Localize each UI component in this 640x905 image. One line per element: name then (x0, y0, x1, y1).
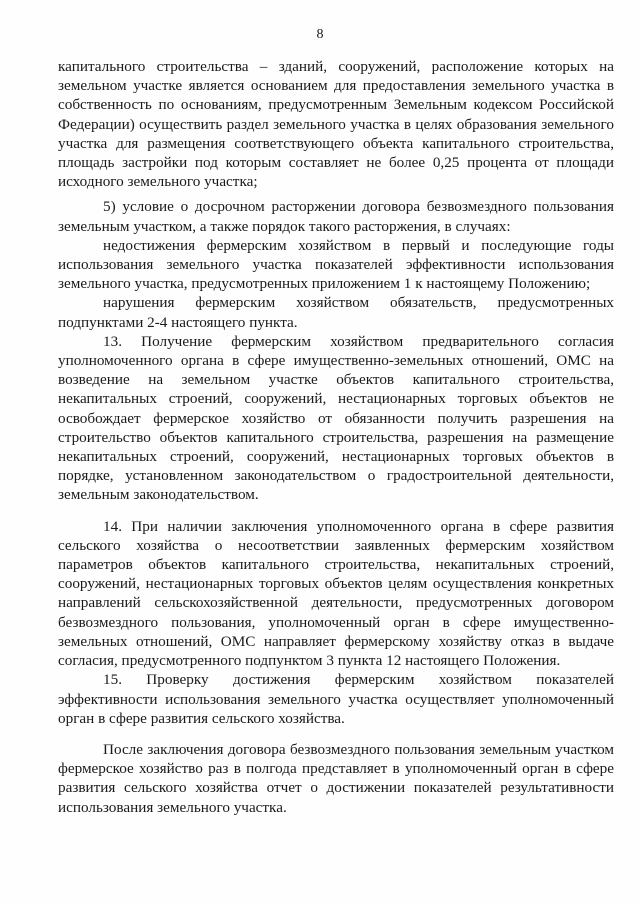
paragraph-clause-15: 15. Проверку достижения фермерским хозяйством показателей эффективности использования земельного участка осуществляет уполномоченный орган в сфере развития сельского хозяйства. (58, 671, 614, 727)
paragraph-case-nonachievement: недостижения фермерским хозяйством в первый и последующие годы использования земельного участка показателей эффективности использования земельного участка, предусмотренных приложением 1 к настоящему Положению; (58, 236, 614, 293)
paragraph-clause-14: 14. При наличии заключения уполномоченного органа в сфере развития сельского хозяйства о несоответствии заявленных фермерским хозяйством параметров объектов капитального строительства, некапитальных строений, сооружений, нестационарных торговых объектов целям осуществления конкретных направлений сельскохозяйственной деятельности, предусмотренных договором безвозмездного пользования, уполномоченный орган в сфере имущественно-земельных отношений, ОМС направляет фермерскому хозяйству отказ в выдаче согласия, предусмотренного подпунктом 3 пункта 12 настоящего Положения. (58, 517, 614, 670)
page-number: 8 (316, 27, 324, 42)
paragraph-item-5: 5) условие о досрочном расторжении договора безвозмездного пользования земельным участком, а также порядок такого расторжения, в случаях: (58, 198, 614, 235)
paragraph-case-violation: нарушения фермерским хозяйством обязательств, предусмотренных подпунктами 2-4 настоящего пункта. (58, 294, 614, 331)
document-body (58, 57, 614, 817)
paragraph-report: После заключения договора безвозмездного пользования земельным участком фермерское хозяйство раз в полгода представляет в уполномоченный орган в сфере развития сельского хозяйства отчет о достижении показателей результативности использования земельного участка. (58, 740, 614, 816)
paragraph-continuation: капитального строительства – зданий, сооружений, расположение которых на земельном участке является основанием для предоставления земельного участка в собственность по основаниям, предусмотренным Земельным кодексом Российской Федерации) осуществить раздел земельного участка в целях образования земельного участка для размещения соответствующего объекта капитального строительства, площадь застройки под которым составляет не более 0,25 процента от площади исходного земельного участка; (58, 58, 614, 191)
paragraph-clause-13: 13. Получение фермерским хозяйством предварительного согласия уполномоченного органа в сфере имущественно-земельных отношений, ОМС на возведение на земельном участке объектов капитального строительства, некапитальных строений, сооружений, нестационарных торговых объектов не освобождает фермерское хозяйство от обязанности получить разрешения на строительство объектов капитального строительства, разрешения на размещение некапитальных строений, сооружений, нестационарных торговых объектов в порядке, установленном законодательством о градостроительной деятельности, земельным законодательством. (58, 332, 614, 504)
